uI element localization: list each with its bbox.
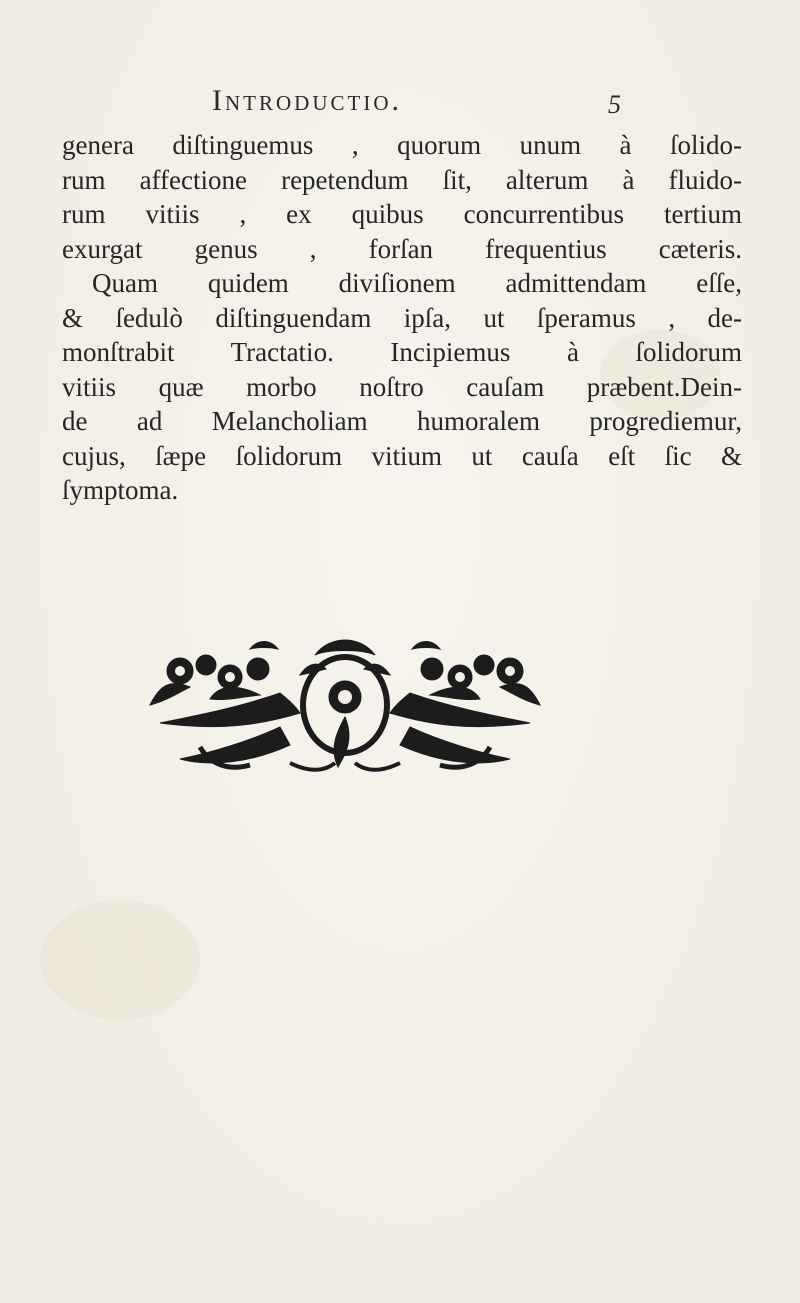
running-title: Introductio. <box>212 84 402 117</box>
paper-stain <box>40 900 200 1020</box>
text-line: vitiis quæ morbo noſtro cauſam præbent.Dein- <box>62 371 742 402</box>
body-paragraph <box>62 128 742 508</box>
page-number: 5 <box>608 90 621 119</box>
text-line: monſtrabit Tractatio. Incipiemus à ſolidorum <box>62 337 742 367</box>
text-line: rum vitiis , ex quibus concurrentibus tertium <box>62 199 742 229</box>
text-line: genera diſtinguemus , quorum unum à ſolido- <box>62 130 742 160</box>
text-line: Quam quidem diviſionem admittendam eſſe, <box>92 268 742 298</box>
text-line: exurgat genus , forſan frequentius cæteris. <box>62 233 742 264</box>
text-line: cujus, ſæpe ſolidorum vitium ut cauſa eſt ſic & <box>62 440 742 471</box>
text-line: & ſedulò diſtinguendam ipſa, ut ſperamus , de- <box>62 302 742 333</box>
floral-ornament-icon <box>140 635 550 775</box>
running-head <box>0 84 800 124</box>
text-line: de ad Melancholiam humoralem progrediemur, <box>62 406 742 436</box>
text-line: rum affectione repetendum ſit, alterum à fluido- <box>62 164 742 195</box>
text-line: ſymptoma. <box>62 475 179 505</box>
